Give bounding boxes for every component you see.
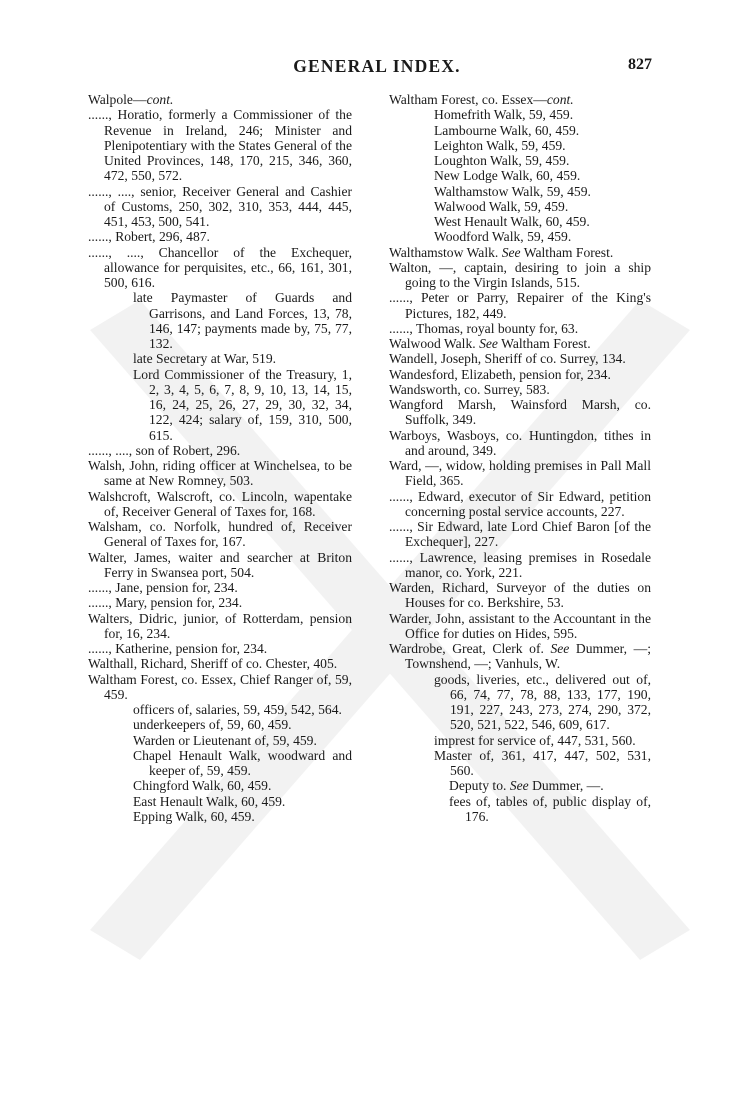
index-entry: ......, ...., senior, Receiver General and Cashier of Customs, 250, 302, 310, 353, 444, 445, 451, 453, 500, 541. xyxy=(88,183,352,229)
index-entry: late Secretary at War, 519. xyxy=(133,351,277,367)
left-index-column xyxy=(88,92,352,824)
index-entry: New Lodge Walk, 60, 459. xyxy=(434,168,581,184)
index-entry: Wandsworth, co. Surrey, 583. xyxy=(389,381,550,397)
index-entry: late Paymaster of Guards and Garrisons, and Land Forces, 13, 78, 146, 147; payments made by, 75, 77, 132. xyxy=(133,290,352,351)
index-entry: ......, ...., son of Robert, 296. xyxy=(88,442,241,458)
index-entry: ......, Sir Edward, late Lord Chief Baron [of the Exchequer], 227. xyxy=(389,519,651,550)
index-entry: Walter, James, waiter and searcher at Briton Ferry in Swansea port, 504. xyxy=(88,549,352,580)
index-entry: Ward, —, widow, holding premises in Pall Mall Field, 365. xyxy=(389,458,651,489)
index-entry: Homefrith Walk, 59, 459. xyxy=(434,107,574,123)
index-entry: West Henault Walk, 60, 459. xyxy=(434,214,590,229)
index-entry: underkeepers of, 59, 60, 459. xyxy=(133,717,292,733)
index-entry: Chapel Henault Walk, woodward and keeper of, 59, 459. xyxy=(133,747,352,778)
index-entry: Walwood Walk, 59, 459. xyxy=(434,198,569,214)
index-entry: Waltham Forest, co. Essex, Chief Ranger of, 59, 459. xyxy=(88,671,352,702)
index-entry: officers of, salaries, 59, 459, 542, 564. xyxy=(133,702,342,717)
index-entry: ......, Katherine, pension for, 234. xyxy=(88,641,268,656)
index-entry: ......, Peter or Parry, Repairer of the King's Pictures, 182, 449. xyxy=(389,290,651,321)
index-entry: Deputy to. See Dummer, —. xyxy=(449,778,604,794)
index-entry: Walsham, co. Norfolk, hundred of, Receiver General of Taxes for, 167. xyxy=(88,519,352,550)
index-entry: Lambourne Walk, 60, 459. xyxy=(434,122,580,138)
index-entry: Chingford Walk, 60, 459. xyxy=(133,778,272,794)
index-entry: Walters, Didric, junior, of Rotterdam, pension for, 16, 234. xyxy=(88,610,352,641)
index-entry: Walton, —, captain, desiring to join a ship going to the Virgin Islands, 515. xyxy=(389,259,651,290)
index-entry: Warden or Lieutenant of, 59, 459. xyxy=(133,732,317,748)
index-entry: Leighton Walk, 59, 459. xyxy=(434,137,566,153)
index-entry: ......, Edward, executor of Sir Edward, petition concerning postal service accounts, 227. xyxy=(389,488,651,519)
index-entry: Wangford Marsh, Wainsford Marsh, co. Suffolk, 349. xyxy=(389,397,651,428)
index-entry: Loughton Walk, 59, 459. xyxy=(434,153,570,168)
right-index-column xyxy=(389,92,651,824)
index-entry: Walwood Walk. See Waltham Forest. xyxy=(389,336,591,351)
index-entry: Lord Commissioner of the Treasury, 1, 2, 3, 4, 5, 6, 7, 8, 9, 10, 13, 14, 15, 16, 24, 25, 26, 27, 29, 30, 32, 34, 122, 424; salary of, 159, 310, 500, 615. xyxy=(133,366,352,443)
page-number: 827 xyxy=(628,56,652,73)
index-entry: ......, Thomas, royal bounty for, 63. xyxy=(389,320,579,336)
index-entry: ......, Jane, pension for, 234. xyxy=(88,580,238,595)
index-entry: Walshcroft, Walscroft, co. Lincoln, wapentake of, Receiver General of Taxes for, 168. xyxy=(88,488,352,519)
index-entry: Master of, 361, 417, 447, 502, 531, 560. xyxy=(434,747,651,778)
index-entry: Walpole—cont. xyxy=(88,92,174,107)
index-entry: Warder, John, assistant to the Accountant in the Office for duties on Hides, 595. xyxy=(389,610,651,641)
index-entry: Woodford Walk, 59, 459. xyxy=(434,229,572,245)
index-entry: goods, liveries, etc., delivered out of, 66, 74, 77, 78, 88, 133, 177, 190, 191, 227, 243, 273, 274, 290, 372, 520, 521, 522, 546, 609, 617. xyxy=(434,671,651,733)
index-entry: Walthamstow Walk, 59, 459. xyxy=(434,183,591,199)
page-header xyxy=(0,56,754,86)
running-title: GENERAL INDEX. xyxy=(293,56,461,76)
index-entry: ......, Horatio, formerly a Commissioner of the Revenue in Ireland, 246; Minister and Plenipotentiary with the States General of the United Provinces, 148, 170, 215, 346, 360, 472, 550, 572. xyxy=(88,107,352,184)
index-entry: Wandesford, Elizabeth, pension for, 234. xyxy=(389,366,611,382)
index-entry: Waltham Forest, co. Essex—cont. xyxy=(389,92,574,107)
index-entry: East Henault Walk, 60, 459. xyxy=(133,793,286,809)
index-entry: Epping Walk, 60, 459. xyxy=(133,808,255,824)
index-entry: Warboys, Wasboys, co. Huntingdon, tithes in and around, 349. xyxy=(389,427,651,458)
index-entry: Wandell, Joseph, Sheriff of co. Surrey, 134. xyxy=(389,351,626,367)
index-entry: Walthall, Richard, Sheriff of co. Chester, 405. xyxy=(88,656,338,672)
index-entry: Walsh, John, riding officer at Winchelsea, to be same at New Romney, 503. xyxy=(88,458,352,489)
index-entry: Wardrobe, Great, Clerk of. See Dummer, —; Townshend, —; Vanhuls, W. xyxy=(389,641,651,672)
index-entry: Walthamstow Walk. See Waltham Forest. xyxy=(389,244,614,260)
index-entry: ......, Lawrence, leasing premises in Rosedale manor, co. York, 221. xyxy=(389,549,651,580)
index-entry: Warden, Richard, Surveyor of the duties on Houses for co. Berkshire, 53. xyxy=(389,580,651,611)
index-entry: imprest for service of, 447, 531, 560. xyxy=(434,732,636,748)
index-entry: ......, ...., Chancellor of the Exchequer, allowance for perquisites, etc., 66, 161, 301, 500, 616. xyxy=(88,244,352,290)
index-entry: ......, Robert, 296, 487. xyxy=(88,229,210,245)
index-entry: ......, Mary, pension for, 234. xyxy=(88,595,243,611)
index-entry: fees of, tables of, public display of, 176. xyxy=(449,793,651,824)
